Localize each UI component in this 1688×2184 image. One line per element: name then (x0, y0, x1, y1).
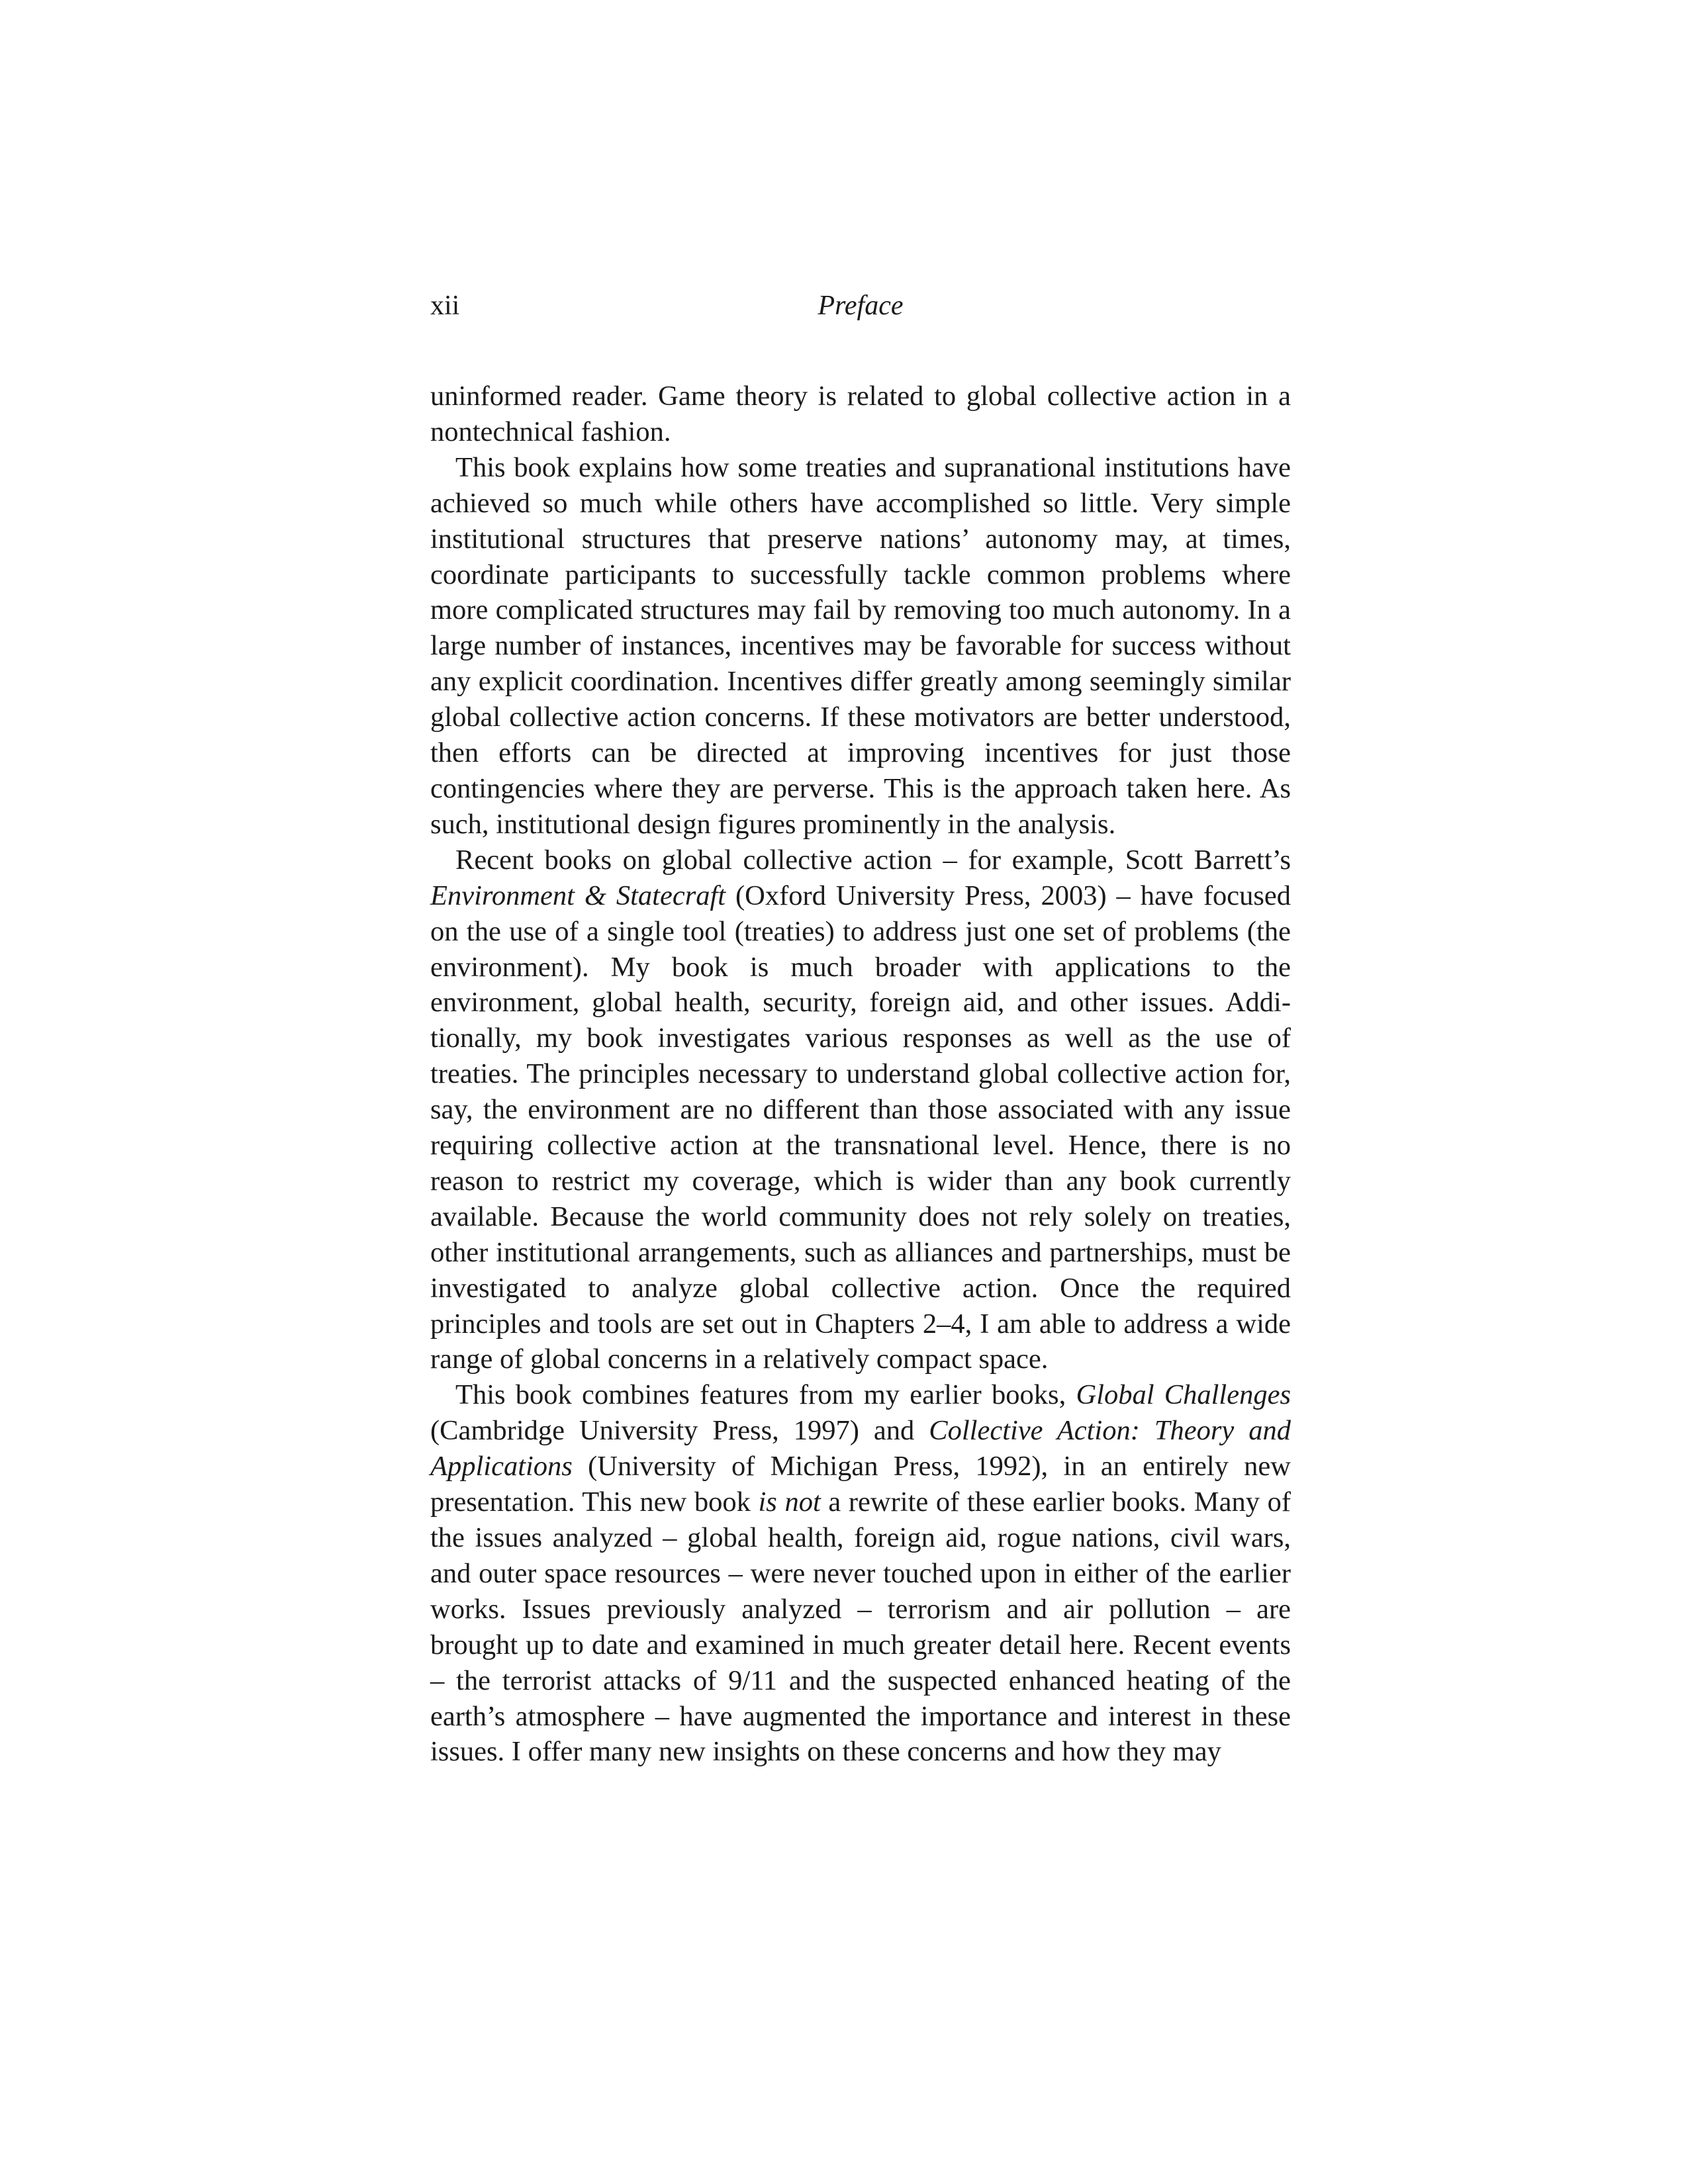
paragraph-text: This book explains how some treaties and supranational institutions have achieved so much while others have accomplished so little. Very simple institutional structures that preserve nations’ autonomy may, at times, coordinate participants to successfully tackle common problems where more complicated structures may fail by removing too much autonomy. In a large number of instances, incentives may be favorable for success without any explicit coordination. Incentives differ greatly among seemingly similar global collective action concerns. If these motivators are better understood, then efforts can be directed at improving incentives for just those contingencies where they are perverse. This is the approach taken here. As such, institutional design figures prominently in the analysis. (430, 451, 1291, 840)
paragraph-text: (Cambridge University Press, 1997) and (430, 1415, 929, 1447)
page-number: xii (430, 291, 460, 321)
book-title: Global Challenges (1076, 1379, 1291, 1411)
running-head-title: Preface (818, 291, 904, 321)
book-title: Environment & Statecraft (430, 880, 726, 911)
page-header (430, 286, 1291, 326)
paragraph-4 (430, 1377, 1291, 1770)
paragraph-text: Recent books on global collective action – for example, Scott Barrett’s (455, 844, 1291, 876)
paragraph-text: a rewrite of these earlier books. Many of the issues analyzed – global health, foreign aid, rogue nations, civil wars, and outer space resources – were never touched upon in either of the earlier works. Issues previously analyzed – terrorism and air pollution – are brought up to date and examined in much greater detail here. Recent events – the terrorist attacks of 9/11 and the suspected enhanced heating of the earth’s atmosphere – have augmented the importance and interest in these issues. I offer many new insights on these concerns and how they may (430, 1486, 1291, 1768)
paragraph-text: uninformed reader. Game theory is related to global collective action in a nontechnical fashion. (430, 381, 1291, 447)
paragraph-text: (Oxford University Press, 2003) – have focused on the use of a single tool (treaties) to address just one set of problems (the environment). My book is much broader with applications to the environment, global health, security, foreign aid, and other issues. Additionally, my book investigates various responses as well as the use of treaties. The principles necessary to understand global collective action for, say, the environment are no different than those associated with any issue requiring collective action at the transnational level. Hence, there is no reason to restrict my coverage, which is wider than any book currently available. Because the world community does not rely solely on treaties, other institutional arrangements, such as alliances and partnerships, must be investigated to analyze global collective action. Once the required principles and tools are set out in Chapters 2–4, I am able to address a wide range of global concerns in a relatively compact space. (430, 880, 1291, 1375)
paragraph-3 (430, 842, 1291, 1378)
body-text (430, 379, 1291, 1770)
paragraph-text: This book combines features from my earlier books, (455, 1379, 1076, 1411)
book-title: Collective Action: Theory and Applications (430, 1415, 1291, 1482)
paragraph-1 (430, 379, 1291, 450)
paragraph-text: (University of Michigan Press, 1992), in an entirely new presentation. This new book (430, 1451, 1291, 1518)
emphasis-text: is not (758, 1486, 821, 1518)
paragraph-2 (430, 450, 1291, 842)
